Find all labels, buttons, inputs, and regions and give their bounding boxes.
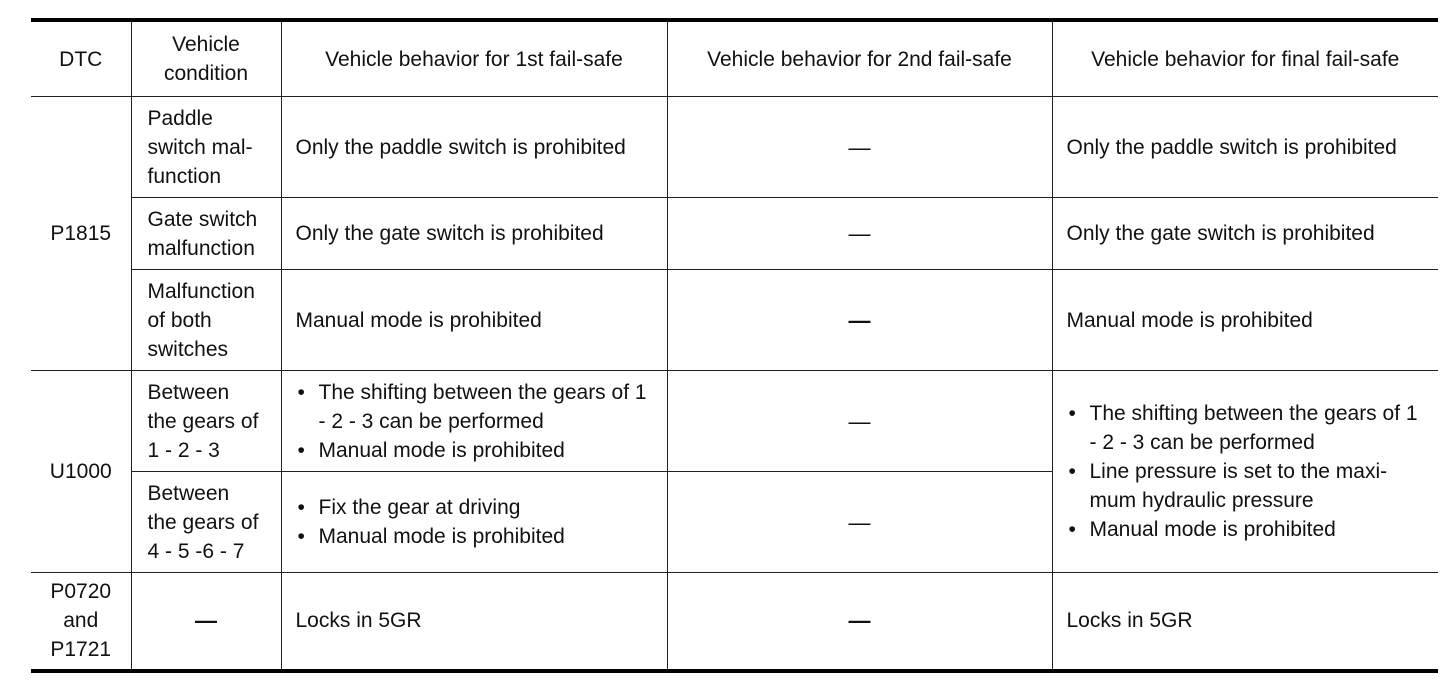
second-failsafe-cell (667, 371, 1052, 472)
second-failsafe-cell (667, 573, 1052, 671)
first-failsafe-cell: Only the gate switch is prohibited (281, 198, 667, 270)
header-dtc: DTC (31, 20, 131, 97)
second-failsafe-cell (667, 472, 1052, 573)
list-item: • Manual mode is prohibited (296, 522, 653, 551)
condition-cell: Malfunction of both switches (131, 270, 281, 371)
bullet-list (296, 493, 653, 551)
failsafe-table (31, 18, 1438, 673)
dtc-cell: P1815 (31, 97, 131, 371)
header-vehicle-condition-line2: condition (163, 62, 249, 85)
condition-cell: Paddle switch mal- function (131, 97, 281, 198)
first-failsafe-cell: Manual mode is prohibited (281, 270, 667, 371)
second-failsafe-cell (667, 198, 1052, 270)
table-row (31, 573, 1438, 671)
condition-cell: Between the gears of 4 - 5 -6 - 7 (131, 472, 281, 573)
first-failsafe-cell: Only the paddle switch is prohibited (281, 97, 667, 198)
condition-cell (131, 573, 281, 671)
dash-mark: — (848, 307, 871, 333)
header-vehicle-condition-line1: Vehicle (172, 33, 240, 56)
dash-mark: — (848, 509, 871, 535)
first-failsafe-cell (281, 371, 667, 472)
dash-mark: — (848, 221, 871, 246)
list-item: • The shifting between the gears of 1 - 2 - 3 can be performed (296, 378, 653, 436)
second-failsafe-cell (667, 270, 1052, 371)
bullet-list (1067, 399, 1425, 544)
final-failsafe-cell: Manual mode is prohibited (1052, 270, 1438, 371)
final-failsafe-cell: Only the paddle switch is prohibited (1052, 97, 1438, 198)
dash-mark: — (848, 608, 871, 634)
first-failsafe-cell (281, 472, 667, 573)
final-failsafe-cell (1052, 371, 1438, 573)
condition-cell: Between the gears of 1 - 2 - 3 (131, 371, 281, 472)
header-row (31, 20, 1438, 97)
dtc-cell: U1000 (31, 371, 131, 573)
condition-cell: Gate switch malfunction (131, 198, 281, 270)
dash-mark: — (848, 134, 871, 160)
first-failsafe-cell: Locks in 5GR (281, 573, 667, 671)
table-row (31, 97, 1438, 198)
header-vehicle-condition (131, 20, 281, 97)
list-item: • Line pressure is set to the maxi-mum hydraulic pressure (1067, 457, 1425, 515)
dash-mark: — (848, 408, 871, 434)
final-failsafe-cell: Only the gate switch is prohibited (1052, 198, 1438, 270)
list-item: • Fix the gear at driving (296, 493, 653, 522)
list-item: • The shifting between the gears of 1 - 2 - 3 can be performed (1067, 399, 1425, 457)
header-second-failsafe: Vehicle behavior for 2nd fail-safe (667, 20, 1052, 97)
dtc-cell: P0720 and P1721 (31, 573, 131, 671)
header-final-failsafe: Vehicle behavior for final fail-safe (1052, 20, 1438, 97)
final-failsafe-cell: Locks in 5GR (1052, 573, 1438, 671)
list-item: • Manual mode is prohibited (296, 436, 653, 465)
dash-mark: — (195, 608, 217, 634)
table-row (31, 371, 1438, 472)
bullet-list (296, 378, 653, 465)
table-row (31, 270, 1438, 371)
header-first-failsafe: Vehicle behavior for 1st fail-safe (281, 20, 667, 97)
second-failsafe-cell (667, 97, 1052, 198)
list-item: • Manual mode is prohibited (1067, 515, 1425, 544)
table-row (31, 198, 1438, 270)
